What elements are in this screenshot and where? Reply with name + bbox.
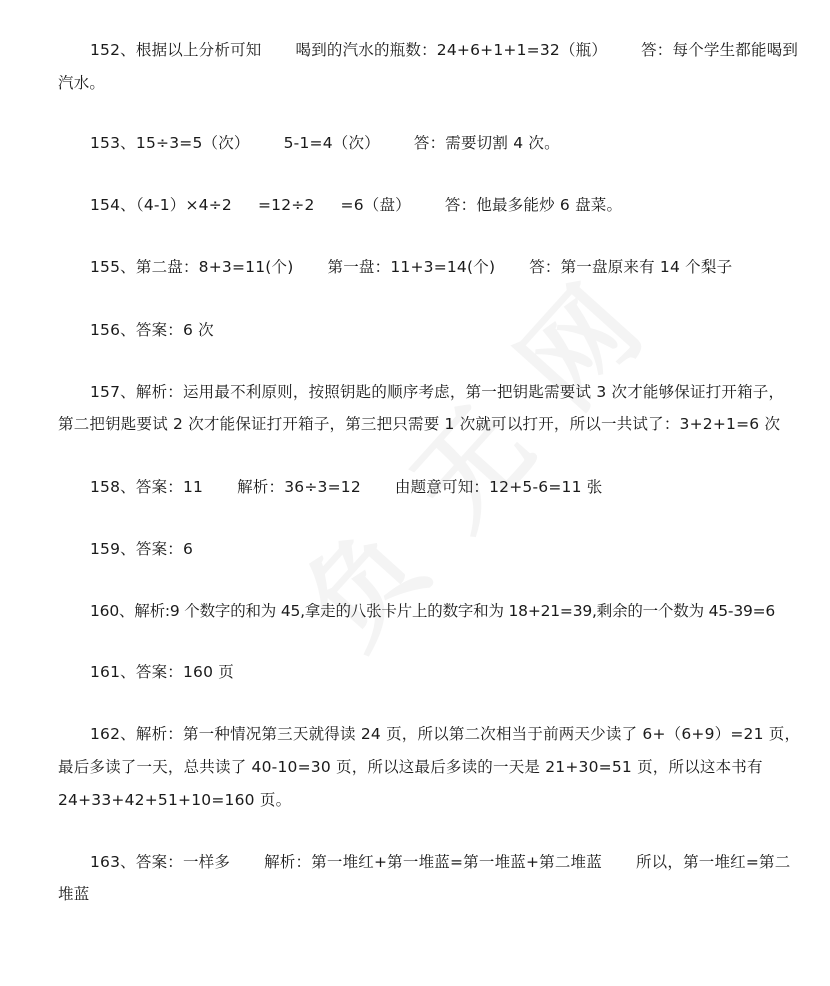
answer-163-continued: 堆蓝 (58, 885, 90, 903)
answer-158-part2: 解析：36÷3=12 (237, 478, 361, 496)
answer-155 (58, 255, 820, 279)
answer-162-line3: 24+33+42+51+10=160 页。 (58, 791, 292, 809)
answer-155-part3: 答：第一盘原来有 14 个梨子 (529, 258, 733, 276)
answer-155-part1: 155、第二盘：8+3=11(个) (90, 258, 294, 276)
answer-163-part3: 所以，第一堆红=第二 (635, 853, 791, 871)
answer-152-part2: 喝到的汽水的瓶数：24+6+1+1=32（瓶） (295, 41, 608, 59)
answer-163 (58, 850, 820, 874)
answer-153-part1: 153、15÷3=5（次） (90, 134, 250, 152)
answer-157-line2: 第二把钥匙要试 2 次才能保证打开箱子，第三把只需要 1 次就可以打开，所以一共试了：3+2+1=6 次 (58, 415, 781, 433)
answer-159: 159、答案：6 (90, 540, 194, 558)
answer-158 (58, 475, 820, 499)
answer-154-part4: 答：他最多能炒 6 盘菜。 (444, 196, 623, 214)
answer-154 (58, 193, 820, 217)
answer-152 (58, 38, 820, 62)
answer-156: 156、答案：6 次 (90, 321, 214, 339)
answer-158-part3: 由题意可知：12+5-6=11 张 (394, 478, 603, 496)
answer-163-part2: 解析：第一堆红+第一堆蓝=第一堆蓝+第二堆蓝 (264, 853, 602, 871)
answer-152-part3: 答：每个学生都能喝到 (641, 41, 799, 59)
answer-153-part3: 答：需要切割 4 次。 (413, 134, 560, 152)
answer-153 (58, 131, 820, 155)
answer-152-continued: 汽水。 (58, 74, 106, 92)
answer-154-part3: =6（盘） (340, 196, 411, 214)
answer-154-part2: =12÷2 (257, 196, 315, 214)
answer-152-part1: 152、根据以上分析可知 (90, 41, 262, 59)
answer-154-part1: 154、（4-1）×4÷2 (90, 196, 232, 214)
answer-162-line1: 162、解析：第一种情况第三天就得读 24 页，所以第二次相当于前两天少读了 6+（6+9）=21 页， (90, 725, 801, 743)
answer-163-part1: 163、答案：一样多 (90, 853, 231, 871)
answer-160: 160、解析:9 个数字的和为 45,拿走的八张卡片上的数字和为 18+21=39,剩余的一个数为 45-39=6 (90, 602, 776, 620)
answer-162-line2: 最后多读了一天，总共读了 40-10=30 页，所以这最后多读的一天是 21+30=51 页，所以这本书有 (58, 758, 763, 776)
answer-155-part2: 第一盘：11+3=14(个) (327, 258, 496, 276)
answer-153-part2: 5-1=4（次） (283, 134, 380, 152)
answer-157-line1: 157、解析：运用最不利原则，按照钥匙的顺序考虑，第一把钥匙需要试 3 次才能够保证打开箱子， (90, 383, 785, 401)
answer-161: 161、答案：160 页 (90, 663, 234, 681)
answer-158-part1: 158、答案：11 (90, 478, 204, 496)
